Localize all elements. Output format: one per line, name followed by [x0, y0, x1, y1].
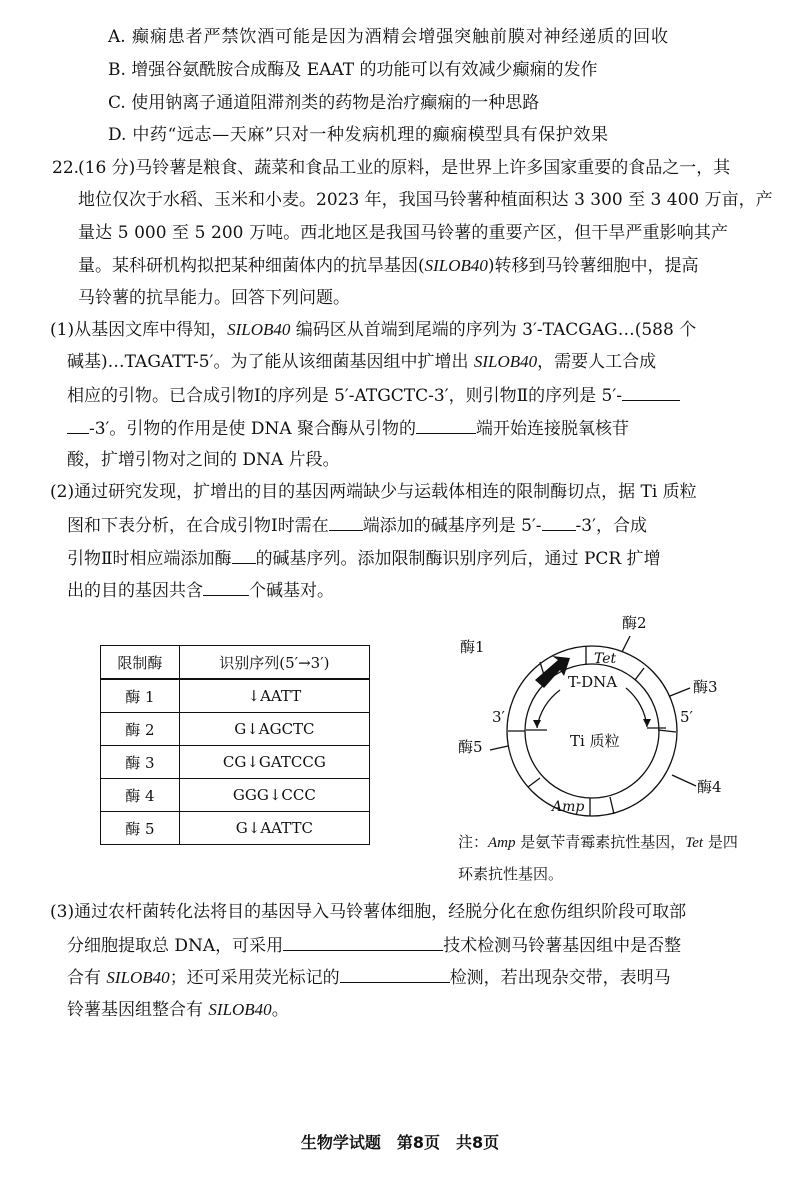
answer-blank[interactable] [67, 417, 89, 434]
diagram-note: 注：Amp 是氨苄青霉素抗性基因，Tet 是四 [458, 833, 738, 851]
table-row: 酶 1 ↓AATT [101, 679, 370, 713]
table-header: 识别序列(5′→3′) [179, 646, 369, 680]
page-footer: 生物学试题 第8页 共8页 [300, 1133, 500, 1152]
part2-line: (2)通过研究发现，扩增出的目的基因两端缺少与运载体相连的限制酶切点，据 Ti 质粒 [50, 482, 697, 502]
table-row: 酶 3 CG↓GATCCG [101, 746, 370, 779]
restriction-enzyme-table [100, 645, 370, 845]
part2-line: 出的目的基因共含 个碱基对。 [67, 581, 334, 601]
part3-line: 分细胞提取总 DNA，可采用 技术检测马铃薯基因组中是否整 [67, 936, 682, 956]
label-enzyme2: 酶2 [622, 614, 647, 632]
label-5-end: 5′ [680, 708, 693, 726]
answer-blank[interactable] [542, 514, 576, 531]
label-amp: Amp [552, 799, 585, 815]
intro-line: 马铃薯的抗旱能力。回答下列问题。 [78, 288, 350, 308]
part1-line: 酸，扩增引物对之间的 DNA 片段。 [67, 450, 340, 470]
part2-line: 引物Ⅱ时相应端添加酶 的碱基序列。添加限制酶识别序列后，通过 PCR 扩增 [67, 549, 661, 569]
table-row: 酶 4 GGG↓CCC [101, 779, 370, 812]
option-c: C. 使用钠离子通道阻滞剂类的药物是治疗癫痫的一种思路 [108, 93, 540, 113]
intro-line: 地位仅次于水稻、玉米和小麦。2023 年，我国马铃薯种植面积达 3 300 至 3 400 万亩，产 [78, 190, 773, 210]
plasmid-outer-ring [507, 646, 677, 816]
label-tet: Tet [594, 651, 617, 667]
table-row: 酶 5 G↓AATTC [101, 812, 370, 845]
option-b: B. 增强谷氨酰胺合成酶及 EAAT 的功能可以有效减少癫痫的发作 [108, 60, 598, 80]
label-ti-plasmid: Ti 质粒 [570, 732, 620, 750]
answer-blank[interactable] [329, 514, 363, 531]
option-a: A. 癫痫患者严禁饮酒可能是因为酒精会增强突触前膜对神经递质的回收 [108, 27, 668, 47]
part1-line: -3′。引物的作用是使 DNA 聚合酶从引物的 端开始连接脱氧核苷 [67, 417, 629, 440]
intro-line: (16 分)马铃薯是粮食、蔬菜和食品工业的原料，是世界上许多国家重要的食品之一，其 [78, 158, 731, 178]
enzyme2-site [622, 636, 630, 652]
label-enzyme1: 酶1 [460, 638, 485, 656]
promoter-arrow-icon [535, 656, 570, 688]
part3-line: 合有 SILOB40；还可采用荧光标记的 检测，若出现杂交带，表明马 [67, 968, 671, 988]
part3-line: 铃薯基因组整合有 SILOB40。 [67, 1000, 289, 1020]
option-d: D. 中药“远志—天麻”只对一种发病机理的癫痫模型具有保护效果 [108, 125, 608, 145]
intro-line: 量。某科研机构拟把某种细菌体内的抗旱基因(SILOB40)转移到马铃薯细胞中，提高 [78, 256, 699, 276]
answer-blank[interactable] [340, 966, 450, 983]
part2-line: 图和下表分析，在合成引物Ⅰ时需在 端添加的碱基序列是 5′- -3′，合成 [67, 516, 647, 536]
enzyme3-site [670, 688, 690, 696]
label-enzyme4: 酶4 [697, 778, 722, 796]
diagram-note: 环素抗性基因。 [458, 865, 564, 883]
intro-line: 量达 5 000 至 5 200 万吨。西北地区是我国马铃薯的重要产区，但干旱严重影响其产 [78, 223, 728, 243]
table-row: 酶 2 G↓AGCTC [101, 713, 370, 746]
label-enzyme5: 酶5 [458, 738, 483, 756]
label-3-end: 3′ [492, 708, 505, 726]
part1-line: (1)从基因文库中得知，SILOB40 编码区从首端到尾端的序列为 3′-TACGAG…(588 个 [50, 320, 697, 340]
answer-blank[interactable] [232, 547, 256, 564]
answer-blank[interactable] [622, 384, 680, 401]
label-enzyme3: 酶3 [693, 678, 718, 696]
answer-blank[interactable] [203, 579, 249, 596]
tdna-left-arrow [537, 690, 560, 728]
enzyme5-site [490, 746, 508, 750]
answer-blank[interactable] [283, 934, 443, 951]
question-number: 22. [52, 158, 80, 178]
part1-line: 碱基)…TAGATT-5′。为了能从该细菌基因组中扩增出 SILOB40，需要人工合成 [67, 352, 657, 372]
enzyme4-site [672, 775, 696, 786]
label-tdna: T-DNA [568, 673, 618, 691]
part3-line: (3)通过农杆菌转化法将目的基因导入马铃薯体细胞，经脱分化在愈伤组织阶段可取部 [50, 902, 687, 922]
part1-line: 相应的引物。已合成引物Ⅰ的序列是 5′-ATGCTC-3′，则引物Ⅱ的序列是 5′- [67, 384, 680, 407]
table-header: 限制酶 [101, 646, 180, 680]
answer-blank[interactable] [416, 417, 476, 434]
ti-plasmid-diagram [440, 600, 800, 840]
